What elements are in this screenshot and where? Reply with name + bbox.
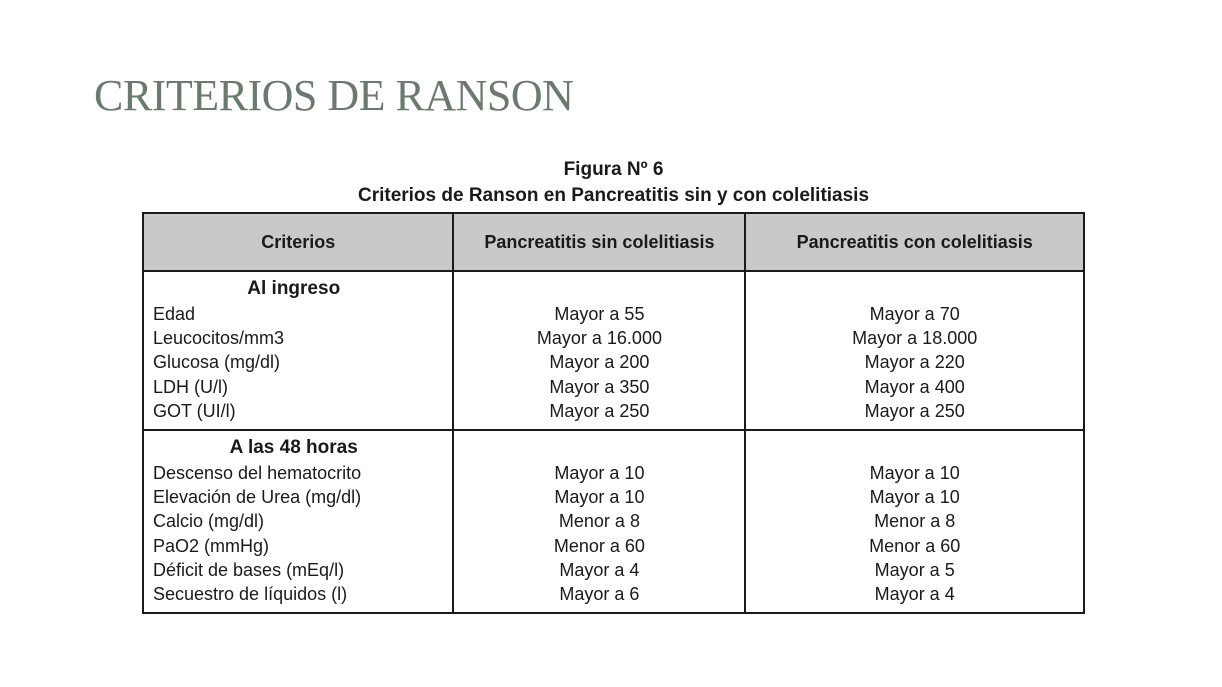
sin-colelitiasis-value: Mayor a 4 <box>559 559 640 580</box>
sin-colelitiasis-value: Mayor a 350 <box>549 376 650 397</box>
sin-colelitiasis-value: Mayor a 16.000 <box>536 328 662 349</box>
section-title: Al ingreso <box>247 278 341 299</box>
con-colelitiasis-value: Mayor a 5 <box>874 559 955 580</box>
con-colelitiasis-value: Mayor a 4 <box>874 584 955 605</box>
criterion-label: Leucocitos/mm3 <box>153 328 285 349</box>
con-colelitiasis-value: Menor a 8 <box>874 511 956 532</box>
sin-colelitiasis-cell <box>453 271 745 430</box>
con-colelitiasis-value: Mayor a 70 <box>869 304 960 324</box>
criterion-label: Glucosa (mg/dl) <box>153 352 281 373</box>
criterion-label: Edad <box>153 304 196 324</box>
sin-colelitiasis-value: Mayor a 55 <box>554 304 645 324</box>
sin-colelitiasis-value: Mayor a 10 <box>554 487 645 508</box>
section-spacer <box>454 435 744 461</box>
ranson-criteria-table <box>142 212 1085 614</box>
header-criterios: Criterios <box>143 213 453 271</box>
con-colelitiasis-value: Mayor a 400 <box>864 376 965 397</box>
section-title: A las 48 horas <box>229 437 358 459</box>
sin-colelitiasis-value: Menor a 8 <box>558 511 640 532</box>
criterion-label: Déficit de bases (mEq/l) <box>153 559 345 580</box>
con-colelitiasis-value: Mayor a 250 <box>864 400 965 421</box>
con-colelitiasis-value: Mayor a 220 <box>864 352 965 373</box>
table-section-row <box>143 430 1084 613</box>
header-con-colelitiasis: Pancreatitis con colelitiasis <box>745 213 1084 271</box>
header-sin-colelitiasis: Pancreatitis sin colelitiasis <box>453 213 745 271</box>
section-spacer <box>454 276 744 302</box>
sin-colelitiasis-value: Menor a 60 <box>553 535 645 556</box>
section-spacer <box>746 276 1083 302</box>
sin-colelitiasis-value: Mayor a 250 <box>549 400 650 421</box>
con-colelitiasis-cell <box>745 430 1084 613</box>
con-colelitiasis-value: Mayor a 18.000 <box>852 328 978 349</box>
criterion-label: LDH (U/l) <box>153 376 228 397</box>
criterion-label: GOT (UI/l) <box>153 400 236 421</box>
section-spacer <box>746 435 1083 461</box>
con-colelitiasis-value: Mayor a 10 <box>869 463 960 484</box>
table-header-row <box>143 213 1084 271</box>
sin-colelitiasis-value: Mayor a 10 <box>554 463 645 484</box>
sin-colelitiasis-value: Mayor a 200 <box>549 352 650 373</box>
sin-colelitiasis-value: Mayor a 6 <box>559 584 640 605</box>
table-section-row <box>143 271 1084 430</box>
criterion-label: Calcio (mg/dl) <box>153 511 265 532</box>
criteria-cell <box>143 271 453 430</box>
criterion-label: Elevación de Urea (mg/dl) <box>153 487 362 508</box>
slide-title: CRITERIOS DE RANSON <box>94 71 574 120</box>
criterion-label: Descenso del hematocrito <box>153 463 362 484</box>
criteria-cell <box>143 430 453 613</box>
criterion-label: PaO2 (mmHg) <box>153 535 270 556</box>
criterion-label: Secuestro de líquidos (l) <box>153 584 348 605</box>
figure-label: Figura Nº 6 <box>563 159 664 180</box>
con-colelitiasis-value: Menor a 60 <box>869 535 961 556</box>
figure-caption: Criterios de Ranson en Pancreatitis sin y con colelitiasis <box>357 185 870 206</box>
con-colelitiasis-cell <box>745 271 1084 430</box>
con-colelitiasis-value: Mayor a 10 <box>869 487 960 508</box>
sin-colelitiasis-cell <box>453 430 745 613</box>
